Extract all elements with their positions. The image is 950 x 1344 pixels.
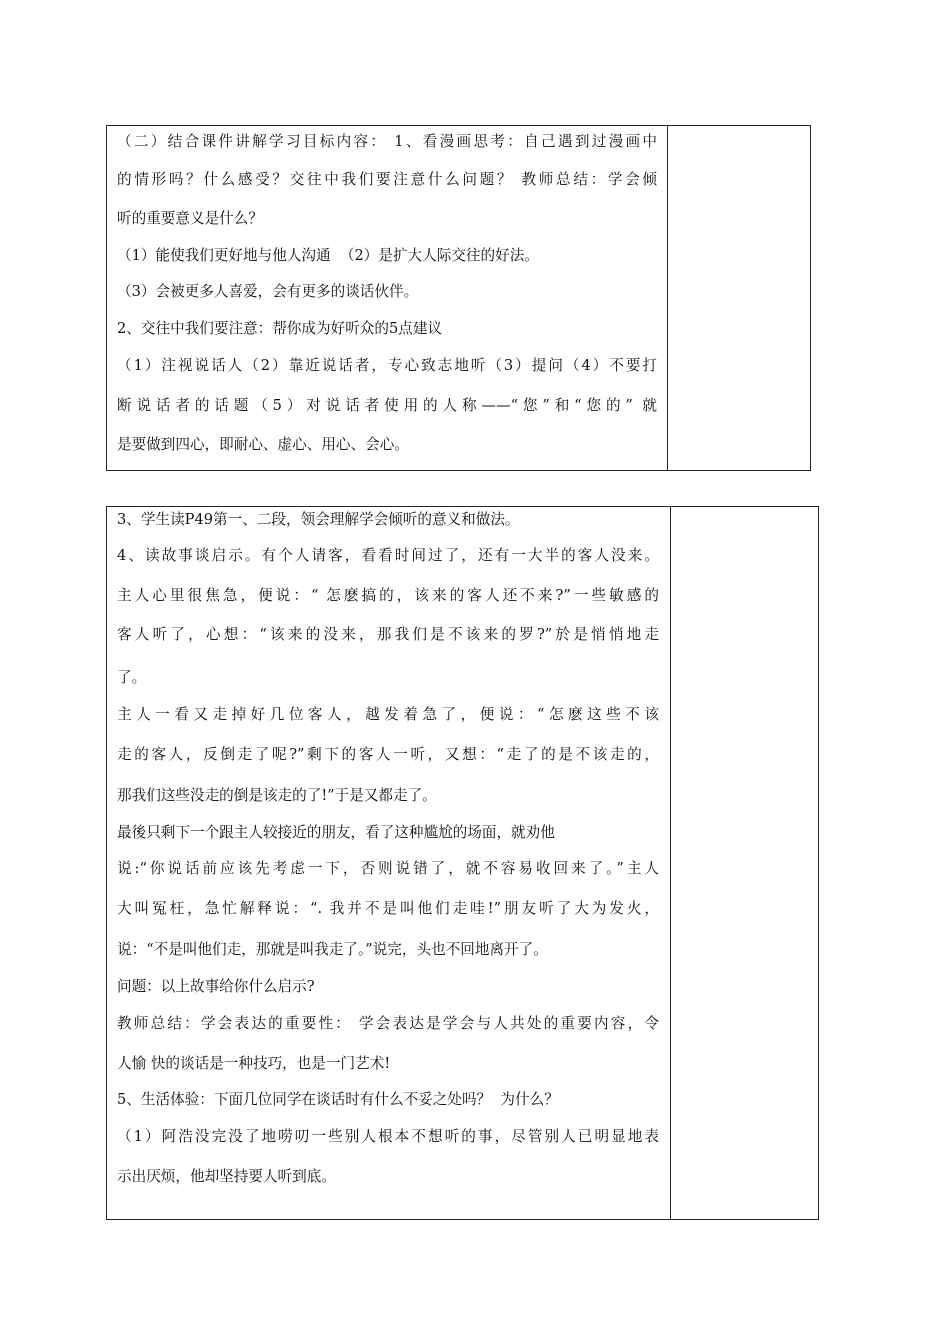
text-line: （1）能使我们更好地与他人沟通 （2）是扩大人际交往的好法。 [117, 247, 539, 264]
text-line: 教师总结：学会表达的重要性： 学会表达是学会与人共处的重要内容，令 [117, 1015, 659, 1032]
table-2-side-cell [671, 507, 818, 1219]
text-line: 5、生活体验：下面几位同学在谈话时有什么不妥之处吗？ 为什么？ [117, 1091, 559, 1108]
text-line: （二）结合课件讲解学习目标内容： 1、看漫画思考：自己遇到过漫画中 [117, 133, 657, 150]
table-1-side-cell [668, 126, 810, 470]
text-line: 4、读故事谈启示。有个人请客，看看时间过了，还有一大半的客人没来。 [117, 547, 659, 564]
text-line: （1）阿浩没完没了地唠叨一些别人根本不想听的事，尽管别人已明显地表 [117, 1128, 659, 1145]
table-2 [106, 506, 819, 1220]
text-line: 人愉 快的谈话是一种技巧，也是一门艺术! [117, 1055, 391, 1072]
text-line: 了。 [117, 669, 147, 686]
text-line: （3）会被更多人喜爱，会有更多的谈话伙伴。 [117, 283, 419, 300]
text-line: 走的客人，反倒走了呢?”剩下的客人一听，又想：“走了的是不该走的， [117, 746, 659, 763]
text-line: 主人心里很焦急，便说：“ 怎麽搞的，该来的客人还不来?”一些敏感的 [117, 587, 659, 604]
text-line: 听的重要意义是什么？ [117, 210, 263, 227]
text-line: 说:“你说话前应该先考虑一下，否则说错了，就不容易收回来了。”主人 [117, 860, 659, 877]
text-line: 大叫冤枉，急忙解释说：“. 我并不是叫他们走哇!”朋友听了大为发火， [117, 900, 659, 917]
text-line: 的情形吗？什么感受？交往中我们要注意什么问题？ 教师总结：学会倾 [117, 171, 657, 188]
text-line: 主人一看又走掉好几位客人，越发着急了，便说：“怎麽这些不该 [117, 706, 659, 723]
table-1-content-cell [107, 126, 668, 470]
text-line: 最後只剩下一个跟主人较接近的朋友，看了这种尴尬的场面，就劝他 [117, 824, 555, 841]
text-line: 问题：以上故事给你什么启示? [117, 978, 315, 995]
text-line: 示出厌烦，他却坚持要人听到底。 [117, 1168, 336, 1185]
text-line: 3、学生读P49第一、二段，领会理解学会倾听的意义和做法。 [117, 511, 520, 528]
text-line: （1）注视说话人（2）靠近说话者，专心致志地听（3）提问（4）不要打 [117, 357, 657, 374]
text-line: 说：“不是叫他们走，那就是叫我走了。”说完，头也不回地离开了。 [117, 941, 548, 958]
text-line: 断说话者的话题（5）对说话者使用的人称——“您”和“您的” 就 [117, 397, 657, 414]
text-line: 那我们这些没走的倒是该走的了!”于是又都走了。 [117, 787, 437, 804]
text-line: 客人听了，心想：“该来的没来，那我们是不该来的罗?”於是悄悄地走 [117, 626, 659, 643]
table-2-content-cell [107, 507, 671, 1219]
text-line: 是要做到四心，即耐心、虚心、用心、会心。 [117, 436, 409, 453]
text-line: 2、交往中我们要注意：帮你成为好听众的5点建议 [117, 320, 443, 337]
table-1 [106, 125, 811, 471]
